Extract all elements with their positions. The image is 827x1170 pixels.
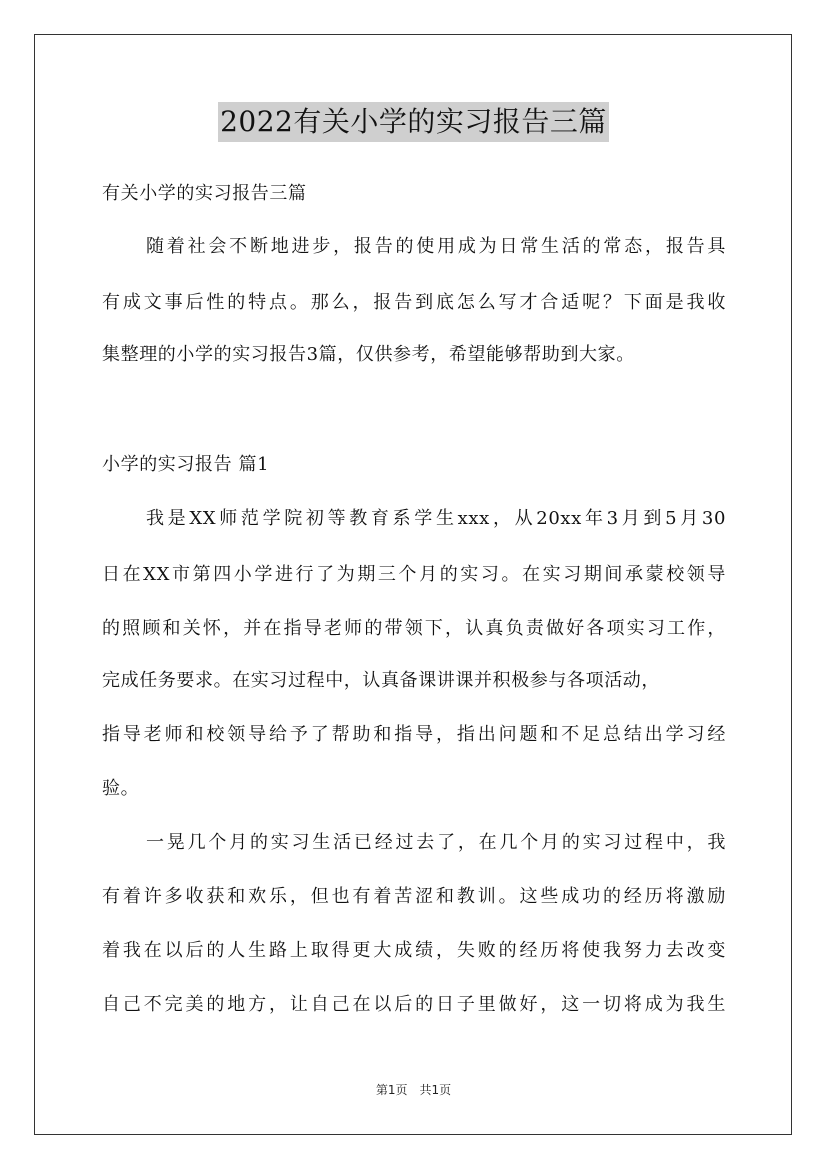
paragraph-line: 日在XX市第四小学进行了为期三个月的实习。在实习期间承蒙校领导 [102,564,726,585]
intro-line: 集整理的小学的实习报告3篇，仅供参考，希望能够帮助到大家。 [102,344,635,365]
document-title: 2022有关小学的实习报告三篇 [218,102,609,142]
paragraph-line: 完成任务要求。在实习过程中，认真备课讲课并积极参与各项活动， [102,670,660,691]
paragraph-line: 指导老师和校领导给予了帮助和指导，指出问题和不足总结出学习经 [102,724,726,745]
section-heading: 小学的实习报告 篇1 [102,454,270,475]
paragraph-line: 有着许多收获和欢乐，但也有着苦涩和教训。这些成功的经历将激励 [102,886,726,907]
title-container [0,102,827,142]
intro-line: 有成文事后性的特点。那么，报告到底怎么写才合适呢？下面是我收 [102,292,726,313]
intro-line: 随着社会不断地进步，报告的使用成为日常生活的常态，报告具 [146,236,726,257]
paragraph-line: 一晃几个月的实习生活已经过去了，在几个月的实习过程中，我 [146,832,726,853]
paragraph-line: 着我在以后的人生路上取得更大成绩，失败的经历将使我努力去改变 [102,940,726,961]
paragraph-line: 的照顾和关怀，并在指导老师的带领下，认真负责做好各项实习工作， [102,618,726,639]
paragraph-line: 验。 [102,778,140,799]
page-number-footer: 第1页 共1页 [375,1083,452,1097]
paragraph-line: 我是XX师范学院初等教育系学生xxx，从20xx年3月到5月30 [146,508,726,529]
subtitle: 有关小学的实习报告三篇 [102,183,307,204]
paragraph-line: 自己不完美的地方，让自己在以后的日子里做好，这一切将成为我生 [102,994,726,1015]
